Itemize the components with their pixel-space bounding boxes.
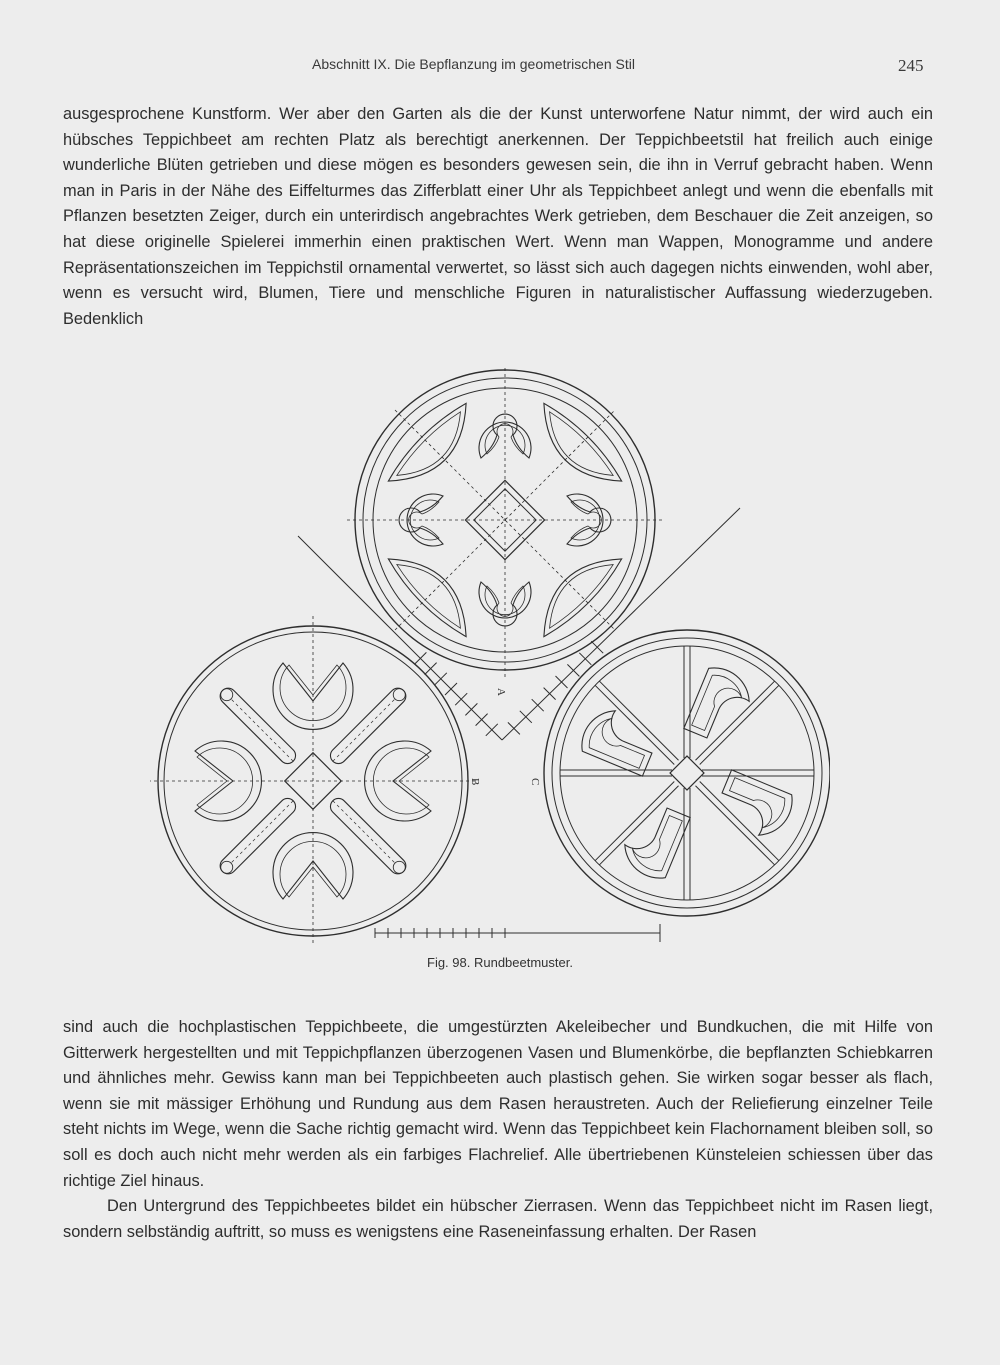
hook-inner (721, 778, 787, 833)
bed-b-arm (217, 685, 299, 767)
spoke-left (599, 786, 678, 865)
running-head-title: Abschnitt IX. Die Bepflanzung im geometrischen Stil (312, 56, 635, 72)
bed-c-inner-ring (552, 638, 822, 908)
hook-inner (692, 673, 747, 739)
caption-text: Fig. 98. Rundbeetmuster. (427, 955, 573, 970)
figure-98 (150, 368, 830, 958)
spoke-left (695, 681, 774, 760)
bed-pattern-b (150, 616, 478, 946)
bed-c-spokes (560, 646, 814, 900)
bed-b-pac (273, 833, 353, 899)
bed-b-arm (217, 795, 299, 877)
label-a: A (495, 688, 507, 696)
bed-b-pac (365, 741, 431, 821)
bed-c-border (560, 646, 814, 900)
bed-c-outer-ring (544, 630, 830, 916)
bed-c-spoke (684, 646, 690, 758)
figure-caption (0, 955, 1000, 970)
spoke-left (700, 781, 779, 860)
paragraph: ausgesprochene Kunstform. Wer aber den Garten als die der Kunst unterworfene Natur nimmt, der wird auch ein hübsches Teppichbeet am rechten Platz als berechtigt anerkennen. Der Teppichbeetstil hat freilich auch einige wunderliche Blüten getrieben und diese mögen es besonders gewesen sein, die ihn in Verruf gebracht haben. Wenn man in Paris in der Nähe des Eiffelturmes das Zifferblatt einer Uhr als Teppichbeet anlegt und wenn die ebenfalls mit Pflanzen besetzten Zeiger, durch ein unterirdisch angebrachtes Werk getrieben, dem Beschauer die Zeit anzeigen, so hat diese originelle Spielerei immerhin einen praktischen Wert. Wenn man Wappen, Monogramme und andere Repräsentationszeichen im Teppichstil ornamental verwertet, so lässt sich auch dagegen nichts einwenden, wohl aber, wenn es versucht wird, Blumen, Tiere und menschliche Figuren in naturalistischer Auffassung wiederzugeben. Bedenklich (63, 105, 933, 328)
hook-inner (587, 713, 653, 768)
label-c: C (529, 778, 541, 786)
arm-axis (333, 801, 395, 863)
scale-ticks (375, 641, 660, 942)
bed-c-spoke (702, 770, 814, 776)
bed-pattern-c (544, 630, 830, 916)
arm-axis (232, 700, 294, 762)
pac-shape (273, 833, 353, 899)
bed-b-arm (327, 685, 409, 767)
bed-c-spoke (684, 788, 690, 900)
paragraph: sind auch die hochplastischen Teppichbeete, die umgestürzten Akeleibecher und Bundkuchen, die mit Hilfe von Gitterwerk hergestellten und mit Teppichpflanzen überzogenen Vasen und Blumenkörbe, die bepflanzten Schiebkarren und ähnliches mehr. Gewiss kann man bei Teppichbeeten auch plastisch gehen. Sie wirken sogar besser als flach, wenn sie mit mässiger Erhöhung und Rundung aus dem Rasen heraustreten. Auch der Reliefierung einzelner Teile steht nichts im Wege, wenn die Sache richtig gemacht wird. Wenn das Teppichbeet kein Flachornament bleiben soll, so soll es doch auch nicht mehr werden als ein farbiges Flachrelief. Alle übertriebenen Künsteleien schiessen über das richtige Ziel hinaus. (63, 1018, 933, 1190)
bed-pattern-a (347, 368, 663, 678)
arm-axis (232, 801, 294, 863)
bed-c-spoke (560, 770, 672, 776)
arm-axis (333, 700, 395, 762)
page-number: 245 (898, 56, 924, 75)
pac-shape (365, 741, 431, 821)
bed-b-arm (327, 795, 409, 877)
paragraph: Den Untergrund des Teppichbeetes bildet ein hübscher Zierrasen. Wenn das Teppichbeet nicht im Rasen liegt, sondern selbständig auftritt, so muss es wenigstens eine Raseneinfassung erhalten. Der Rasen (63, 1197, 933, 1241)
bed-b-axes (150, 616, 478, 946)
spoke-left (595, 685, 674, 764)
label-b: B (469, 778, 481, 786)
rundbeet-diagram (150, 368, 830, 958)
hook-inner (627, 807, 682, 873)
bed-c-center-diamond (670, 756, 704, 790)
body-text-top (63, 102, 933, 332)
body-text-bottom (63, 1015, 933, 1245)
